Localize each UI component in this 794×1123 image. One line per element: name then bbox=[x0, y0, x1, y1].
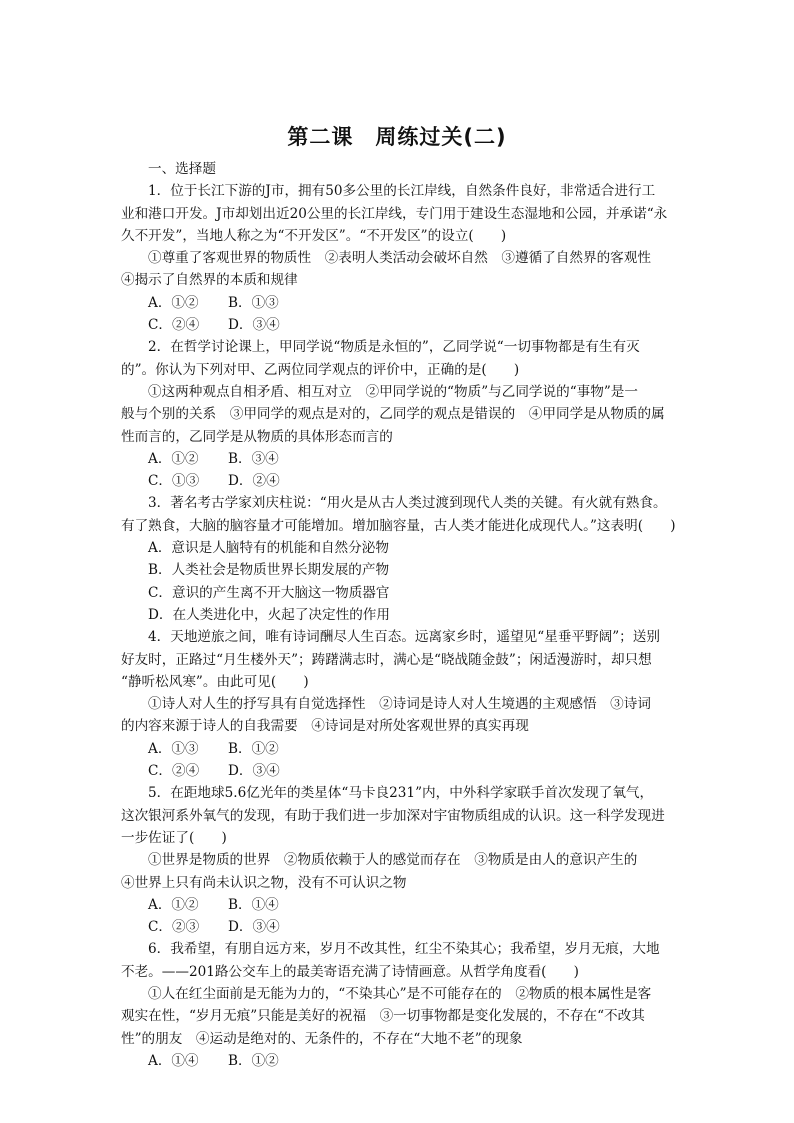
option-row bbox=[121, 738, 681, 760]
option-row bbox=[121, 448, 681, 470]
statement-line: 观实在性，“岁月无痕”只能是美好的祝福 ③一切事物都是变化发展的，不存在“不改其 bbox=[121, 1008, 645, 1025]
statement-line: 性”的朋友 ④运动是绝对的、无条件的，不存在“大地不老”的现象 bbox=[121, 1030, 523, 1047]
question-stem-line: “静听松风寒”。由此可见( ) bbox=[121, 673, 309, 690]
statement-line: ①诗人对人生的抒写具有自觉选择性 ②诗词是诗人对人生境遇的主观感悟 ③诗词 bbox=[148, 696, 651, 713]
question-stem-line: 久不开发”，当地人称之为“不开发区”。“不开发区”的设立( ) bbox=[121, 227, 507, 244]
section-heading: 一、选择题 bbox=[148, 161, 216, 177]
question-5 bbox=[121, 782, 681, 938]
option-c: C．意识的产生离不开大脑这一物质器官 bbox=[148, 584, 390, 601]
question-stem-line: 1．位于长江下游的J市，拥有50多公里的长江岸线，自然条件良好，非常适合进行工 bbox=[148, 183, 656, 200]
option-a: A．①② bbox=[148, 896, 199, 913]
page-title: 第二课 周练过关(二) bbox=[287, 125, 507, 149]
option-c: C．②④ bbox=[148, 317, 200, 334]
option-row bbox=[121, 894, 681, 916]
question-stem-line: 6．我希望，有朋自远方来，岁月不改其性，红尘不染其心；我希望，岁月无痕，大地 bbox=[148, 941, 660, 958]
question-stem-line: 不老。——201路公交车上的最美寄语充满了诗情画意。从哲学角度看( ) bbox=[121, 963, 579, 980]
option-row bbox=[121, 760, 681, 782]
option-row bbox=[121, 292, 681, 314]
option-c: C．②④ bbox=[148, 763, 200, 780]
statement-line: ①尊重了客观世界的物质性 ②表明人类活动会破坏自然 ③遵循了自然界的客观性 bbox=[148, 250, 651, 267]
option-b: B．人类社会是物质世界长期发展的产物 bbox=[148, 562, 390, 579]
option-b: B．①③ bbox=[228, 294, 279, 311]
option-a: A．①② bbox=[148, 450, 199, 467]
question-stem-line: 业和港口开发。J市却划出近20公里的长江岸线，专门用于建设生态湿地和公园，并承诺“永 bbox=[121, 205, 668, 222]
option-c: C．②③ bbox=[148, 919, 200, 936]
option-b: B．①② bbox=[228, 740, 279, 757]
option-a: A．①② bbox=[148, 294, 199, 311]
question-stem-line: 2．在哲学讨论课上，甲同学说“物质是永恒的”，乙同学说“一切事物都是有生有灭 bbox=[148, 339, 640, 356]
question-4 bbox=[121, 626, 681, 782]
question-stem-line: 3．著名考古学家刘庆柱说：“用火是从古人类过渡到现代人类的关键。有火就有熟食。 bbox=[148, 495, 667, 512]
statement-line: 的内容来源于诗人的自我需要 ④诗词是对所处客观世界的真实再现 bbox=[121, 718, 529, 735]
option-d: D．②④ bbox=[228, 473, 280, 490]
option-b: B．③④ bbox=[228, 450, 279, 467]
question-3 bbox=[121, 492, 681, 626]
statement-line: ①世界是物质的世界 ②物质依赖于人的感觉而存在 ③物质是由人的意识产生的 bbox=[148, 852, 638, 869]
option-d: D．③④ bbox=[228, 763, 280, 780]
option-d: D．③④ bbox=[228, 317, 280, 334]
option-d: D．③④ bbox=[228, 919, 280, 936]
option-row bbox=[121, 470, 681, 492]
statement-line: 性而言的，乙同学是从物质的具体形态而言的 bbox=[121, 428, 393, 445]
option-row bbox=[121, 916, 681, 938]
statement-line: ①人在红尘面前是无能为力的，“不染其心”是不可能存在的 ②物质的根本属性是客 bbox=[148, 985, 652, 1002]
option-a: A．①④ bbox=[148, 1052, 199, 1069]
question-stem-line: 这次银河系外氧气的发现，有助于我们进一步加深对宇宙物质组成的认识。这一科学发现进 bbox=[121, 807, 665, 824]
question-stem-line: 5．在距地球5.6亿光年的类星体“马卡良231”内，中外科学家联手首次发现了氧气， bbox=[148, 785, 654, 802]
question-1 bbox=[121, 180, 681, 336]
document-body bbox=[121, 158, 681, 1072]
question-stem-line: 有了熟食，大脑的脑容量才可能增加。增加脑容量，古人类才能进化成现代人。”这表明( ) bbox=[121, 517, 676, 534]
option-c: C．①③ bbox=[148, 473, 200, 490]
question-6 bbox=[121, 938, 681, 1072]
option-b: B．①② bbox=[228, 1052, 279, 1069]
option-d: D．在人类进化中，火起了决定性的作用 bbox=[148, 606, 390, 623]
statement-line: ①这两种观点自相矛盾、相互对立 ②甲同学说的“物质”与乙同学说的“事物”是一 bbox=[148, 383, 638, 400]
option-a: A．①③ bbox=[148, 740, 199, 757]
statement-line: ④世界上只有尚未认识之物，没有不可认识之物 bbox=[121, 874, 407, 891]
question-stem-line: 4．天地逆旅之间，唯有诗词酬尽人生百态。远离家乡时，遥望见“星垂平野阔”；送别 bbox=[148, 629, 660, 646]
statement-line: 般与个别的关系 ③甲同学的观点是对的，乙同学的观点是错误的 ④甲同学是从物质的属 bbox=[121, 406, 665, 423]
statement-line: ④揭示了自然界的本质和规律 bbox=[121, 272, 298, 289]
option-b: B．①④ bbox=[228, 896, 279, 913]
option-row bbox=[121, 1050, 681, 1072]
option-row bbox=[121, 314, 681, 336]
question-stem-line: 的”。你认为下列对甲、乙两位同学观点的评价中，正确的是( ) bbox=[121, 361, 520, 378]
question-stem-line: 好友时，正路过“月生楼外天”；踌躇满志时，满心是“晓战随金鼓”；闲适漫游时，却只想 bbox=[121, 651, 652, 668]
option-a: A．意识是人脑特有的机能和自然分泌物 bbox=[148, 540, 389, 557]
question-2 bbox=[121, 336, 681, 492]
question-stem-line: 一步佐证了( ) bbox=[121, 829, 227, 846]
